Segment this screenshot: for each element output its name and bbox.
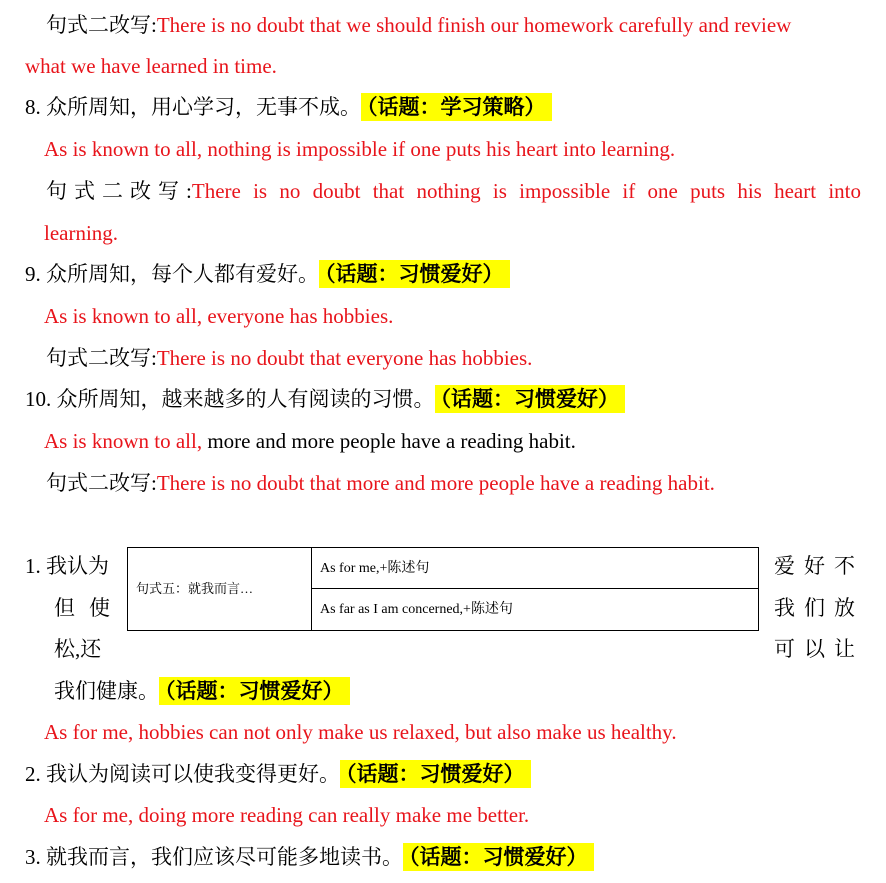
topic-tag: （话题：习惯爱好）	[159, 677, 350, 705]
rewrite-text: There is no doubt that everyone has hobbies.	[156, 346, 533, 370]
item-10-answer	[44, 428, 576, 454]
table-row-2: As far as I am concerned,+陈述句	[320, 602, 513, 617]
answer-red: As is known to all,	[44, 429, 203, 453]
item-8-answer: As is known to all, nothing is impossible if one puts his heart into learning.	[44, 137, 676, 161]
rewrite-prefix: 句式二改写:	[46, 179, 192, 203]
rewrite-prefix: 句式二改写:	[46, 346, 157, 370]
q1-start: 1. 我认为	[25, 554, 109, 578]
answer-black: more and more people have a reading habit.	[202, 429, 576, 453]
item-10-text: 10. 众所周知，越来越多的人有阅读的习惯。	[25, 387, 435, 411]
item-8-rewrite	[46, 178, 861, 204]
sentence-pattern-table	[127, 547, 759, 631]
rewrite-line-1	[46, 12, 791, 38]
topic-tag: （话题：习惯爱好）	[403, 843, 594, 871]
item-10-rewrite	[46, 470, 715, 496]
q1-row4	[54, 678, 350, 704]
rewrite-text: There is no doubt that more and more people have a reading habit.	[156, 471, 715, 495]
rewrite-line-1-cont: what we have learned in time.	[25, 54, 277, 78]
item-9-text: 9. 众所周知，每个人都有爱好。	[25, 262, 319, 286]
rewrite-text: There is no doubt that nothing is impossible if one puts his heart into	[191, 179, 861, 203]
q2-answer: As for me, doing more reading can really make me better.	[44, 803, 530, 827]
item-10	[25, 386, 625, 412]
rewrite-text: There is no doubt that we should finish our homework carefully and review	[156, 13, 792, 37]
item-9	[25, 261, 510, 287]
q1-answer: As for me, hobbies can not only make us relaxed, but also make us healthy.	[44, 720, 677, 744]
q1-row3-end: 可以让	[774, 637, 864, 661]
q3	[25, 844, 594, 870]
item-8-rewrite-cont: learning.	[44, 221, 119, 245]
rewrite-prefix: 句式二改写:	[46, 13, 157, 37]
item-9-answer: As is known to all, everyone has hobbies.	[44, 304, 394, 328]
topic-tag: （话题：习惯爱好）	[435, 385, 626, 413]
q2	[25, 761, 531, 787]
q1-row2-start: 但使	[54, 596, 124, 620]
q3-text: 3. 就我而言，我们应该尽可能多地读书。	[25, 845, 403, 869]
q1-end: 爱好不	[774, 554, 864, 578]
item-9-rewrite	[46, 345, 532, 371]
table-label: 句式五：就我而言…	[128, 548, 312, 630]
q1-row2-end: 我们放	[774, 596, 864, 620]
q2-text: 2. 我认为阅读可以使我变得更好。	[25, 762, 340, 786]
table-row-1: As for me,+陈述句	[312, 548, 758, 589]
item-8	[25, 94, 552, 120]
rewrite-prefix: 句式二改写:	[46, 471, 157, 495]
item-8-text: 8. 众所周知，用心学习，无事不成。	[25, 95, 361, 119]
topic-tag: （话题：习惯爱好）	[319, 260, 510, 288]
topic-tag: （话题：学习策略）	[361, 93, 552, 121]
q1-row4-text: 我们健康。	[54, 679, 159, 703]
q1-row3-start: 松,还	[54, 637, 102, 661]
topic-tag: （话题：习惯爱好）	[340, 760, 531, 788]
